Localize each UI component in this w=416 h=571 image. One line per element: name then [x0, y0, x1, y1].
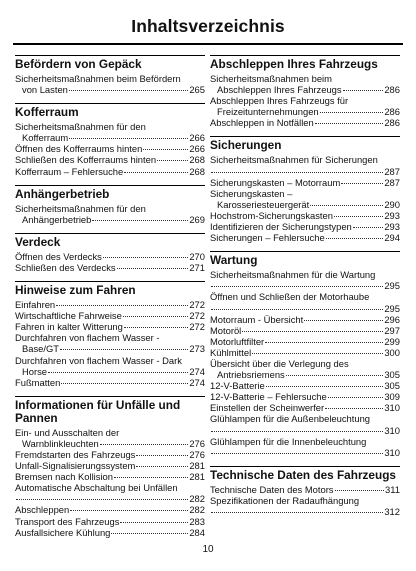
- entry-title: Fußmatten: [15, 376, 61, 388]
- leader-dots: [310, 205, 383, 206]
- entry-continuation: [210, 447, 400, 458]
- entry-title: Glühlampen für die Innenbeleuchtung: [210, 435, 367, 447]
- leader-dots: [48, 372, 188, 373]
- leader-dots: [266, 386, 384, 387]
- leader-dots: [286, 375, 384, 376]
- entry-page: 272: [189, 310, 205, 322]
- toc-section-verdeck: [15, 233, 205, 273]
- toc-entry[interactable]: [210, 358, 400, 380]
- entry-page: 295: [384, 302, 400, 314]
- entry-page: 300: [384, 346, 400, 358]
- entry-page: 294: [384, 232, 400, 244]
- toc-entry[interactable]: [15, 121, 205, 143]
- entry-title: Sicherheitsmaßnahmen beim: [210, 73, 332, 84]
- leader-dots: [334, 216, 383, 217]
- toc-section-sicherungen: [210, 136, 400, 243]
- entry-title: Transport des Fahrzeugs: [15, 515, 120, 527]
- section-title: Technische Daten des Fahrzeugs: [210, 467, 396, 482]
- entry-title: Durchfahren von flachem Wasser -: [15, 332, 160, 344]
- entry-page: 311: [385, 483, 400, 495]
- toc-entry[interactable]: [210, 291, 400, 313]
- entry-page: 272: [189, 321, 205, 333]
- toc-entry[interactable]: [15, 332, 205, 354]
- leader-dots: [61, 383, 188, 384]
- entry-page: 296: [384, 313, 400, 325]
- toc-entry[interactable]: [15, 427, 205, 449]
- leader-dots: [114, 477, 188, 478]
- entry-page: 269: [189, 213, 205, 225]
- leader-dots: [136, 466, 188, 467]
- toc-entry[interactable]: [210, 347, 400, 358]
- toc-entry[interactable]: [15, 527, 205, 538]
- entry-continuation: [210, 199, 400, 210]
- entry-title: 12-V-Batterie – Fehlersuche: [210, 391, 327, 403]
- entry-title: Sicherheitsmaßnahmen beim Befördern: [15, 73, 181, 84]
- toc-entry[interactable]: [15, 355, 205, 377]
- section-rule: [210, 466, 400, 467]
- entry-continuation: [15, 84, 205, 95]
- section-title: Abschleppen Ihres Fahrzeugs: [210, 57, 378, 71]
- page-number: 10: [202, 544, 214, 555]
- entry-page: 305: [384, 380, 400, 392]
- entry-page: 290: [384, 198, 400, 210]
- entry-title: Durchfahren von flachem Wasser - Dark: [15, 354, 182, 366]
- entry-page: 271: [189, 261, 205, 273]
- page-title: Inhaltsverzeichnis: [131, 16, 285, 36]
- leader-dots: [124, 327, 188, 328]
- section-title: Anhängerbetrieb: [15, 186, 110, 201]
- entry-page: 293: [384, 221, 400, 233]
- entry-title: Einfahren: [15, 299, 56, 311]
- entry-title: Sicherungskasten – Motorraum: [210, 176, 341, 188]
- entry-title-cont: Karosseriesteuergerät: [217, 198, 310, 210]
- entry-title: Übersicht über die Verlegung des: [210, 357, 349, 369]
- toc-entry[interactable]: [15, 460, 205, 471]
- toc-section-befördern-von-gepäck: [15, 55, 205, 95]
- toc-entry[interactable]: [15, 262, 205, 273]
- entry-title-cont: Horse: [22, 365, 48, 377]
- entry-page: 273: [189, 343, 205, 355]
- leader-dots: [124, 172, 188, 173]
- entry-page: 286: [384, 106, 400, 118]
- toc-entry[interactable]: [15, 516, 205, 527]
- entry-title: Hochstrom-Sicherungskasten: [210, 209, 333, 221]
- toc-entry[interactable]: [15, 321, 205, 332]
- leader-dots: [143, 149, 188, 150]
- leader-dots: [211, 431, 383, 432]
- entry-title: Ausfallsichere Kühlung: [15, 526, 111, 538]
- entry-page: 309: [384, 391, 400, 403]
- toc-entry[interactable]: [210, 484, 400, 495]
- section-title: Sicherungen: [210, 138, 282, 153]
- leader-dots: [304, 320, 383, 321]
- section-rule: [15, 281, 205, 282]
- leader-dots: [211, 453, 383, 454]
- toc-entry[interactable]: [15, 310, 205, 321]
- entry-title: Schließen des Kofferraums hinten: [15, 154, 157, 166]
- leader-dots: [242, 331, 383, 332]
- entry-title: Unfall-Signalisierungssystem: [15, 460, 136, 472]
- entry-title: 12-V-Batterie: [210, 380, 265, 392]
- title-rule: [13, 43, 403, 45]
- entry-title: Abschleppen: [15, 504, 70, 516]
- entry-title-cont: Base/GT: [22, 343, 59, 355]
- entry-continuation: [15, 132, 205, 143]
- toc-entry[interactable]: [210, 232, 400, 243]
- leader-dots: [100, 444, 189, 445]
- section-rule: [210, 251, 400, 252]
- toc-entry[interactable]: [210, 95, 400, 117]
- toc-entry[interactable]: [210, 325, 400, 336]
- entry-page: 274: [189, 365, 205, 377]
- entry-continuation: [15, 493, 205, 504]
- entry-title: Sicherheitsmaßnahmen für den: [15, 202, 146, 214]
- entry-title: Abschleppen in Notfällen: [210, 117, 314, 129]
- entry-title: Sicherungen – Fehlersuche: [210, 232, 325, 244]
- entry-title: Sicherheitsmaßnahmen für Sicherungen: [210, 154, 378, 166]
- entry-title: Glühlampen für die Außenbeleuchtung: [210, 413, 371, 425]
- leader-dots: [70, 510, 188, 511]
- entry-page: 284: [189, 526, 205, 538]
- entry-page: 310: [384, 446, 400, 458]
- entry-page: 265: [189, 84, 205, 96]
- entry-continuation: [210, 369, 400, 380]
- leader-dots: [320, 112, 384, 113]
- entry-continuation: [210, 506, 400, 517]
- entry-title-cont: Kofferraum: [22, 132, 69, 144]
- leader-dots: [60, 349, 188, 350]
- entry-page: 272: [189, 299, 205, 311]
- entry-page: 266: [189, 143, 205, 155]
- entry-page: 287: [384, 176, 400, 188]
- entry-page: 295: [384, 280, 400, 292]
- entry-title: Sicherheitsmaßnahmen für den: [15, 121, 146, 133]
- leader-dots: [353, 227, 384, 228]
- entry-page: 266: [189, 132, 205, 144]
- entry-continuation: [210, 166, 400, 177]
- entry-continuation: [15, 343, 205, 354]
- entry-title: Identifizieren der Sicherungstypen: [210, 221, 352, 233]
- leader-dots: [211, 512, 383, 513]
- leader-dots: [265, 342, 383, 343]
- toc-entry[interactable]: [15, 482, 205, 504]
- entry-title: Öffnen des Kofferraums hinten: [15, 143, 143, 155]
- section-rule: [15, 396, 205, 397]
- toc-entry[interactable]: [210, 402, 400, 413]
- entry-continuation: [15, 366, 205, 377]
- entry-title-cont: Abschleppen Ihres Fahrzeugs: [217, 84, 342, 96]
- entry-title: Bremsen nach Kollision: [15, 471, 113, 483]
- entry-page: 297: [384, 324, 400, 336]
- entry-title: Sicherungskasten –: [210, 187, 293, 199]
- leader-dots: [16, 499, 188, 500]
- leader-dots: [117, 268, 189, 269]
- entry-title-cont: Anhängerbetrieb: [22, 213, 92, 225]
- leader-dots: [325, 408, 383, 409]
- toc-entry[interactable]: [15, 166, 205, 177]
- toc-entry[interactable]: [15, 504, 205, 515]
- entry-title: Technische Daten des Motors: [210, 483, 334, 495]
- entry-page: 312: [384, 506, 400, 517]
- entry-title-cont: Warnblinkleuchten: [22, 437, 99, 449]
- leader-dots: [157, 160, 188, 161]
- toc-section-anhängerbetrieb: [15, 185, 205, 225]
- leader-dots: [120, 522, 188, 523]
- toc-entry[interactable]: [210, 188, 400, 210]
- entry-page: 299: [384, 335, 400, 347]
- entry-title: Öffnen des Verdecks: [15, 250, 102, 262]
- toc-entry[interactable]: [210, 221, 400, 232]
- toc-entry[interactable]: [210, 73, 400, 95]
- leader-dots: [123, 316, 189, 317]
- leader-dots: [341, 183, 383, 184]
- entry-page: 282: [189, 504, 205, 516]
- entry-page: 283: [189, 515, 205, 527]
- section-rule: [15, 55, 205, 56]
- leader-dots: [211, 286, 383, 287]
- toc-entry[interactable]: [210, 391, 400, 402]
- entry-title: Ein- und Ausschalten der: [15, 426, 120, 438]
- leader-dots: [92, 220, 188, 221]
- toc-entry[interactable]: [210, 210, 400, 221]
- entry-page: 310: [384, 402, 400, 414]
- leader-dots: [343, 90, 384, 91]
- section-title: Befördern von Gepäck: [15, 57, 142, 71]
- toc-entry[interactable]: [15, 203, 205, 225]
- entry-page: 287: [384, 165, 400, 177]
- entry-page: 310: [384, 424, 400, 436]
- entry-title: Motoröl: [210, 324, 242, 336]
- toc-entry[interactable]: [15, 449, 205, 460]
- entry-page: 282: [189, 493, 205, 505]
- entry-page: 293: [384, 209, 400, 221]
- leader-dots: [211, 172, 383, 173]
- toc-entry[interactable]: [15, 471, 205, 482]
- entry-title: Öffnen und Schließen der Motorhaube: [210, 291, 370, 303]
- entry-title: Kofferraum – Fehlersuche: [15, 165, 124, 177]
- entry-continuation: [15, 438, 205, 449]
- leader-dots: [315, 123, 384, 124]
- entry-page: 274: [189, 376, 205, 388]
- toc-entry[interactable]: [210, 269, 400, 291]
- entry-title: Wirtschaftliche Fahrweise: [15, 310, 122, 322]
- entry-page: 286: [384, 84, 400, 96]
- section-rule: [15, 185, 205, 186]
- section-title: Kofferraum: [15, 105, 79, 120]
- leader-dots: [136, 455, 188, 456]
- toc-entry[interactable]: [15, 299, 205, 310]
- entry-title: Automatische Abschaltung bei Unfällen: [15, 482, 178, 494]
- toc-entry[interactable]: [210, 336, 400, 347]
- toc-section-abschleppen-ihres-fahrzeugs: [210, 55, 400, 128]
- entry-page: 281: [189, 471, 205, 483]
- toc-entry[interactable]: [210, 117, 400, 128]
- toc-entry[interactable]: [210, 177, 400, 188]
- entry-title: Schließen des Verdecks: [15, 261, 116, 273]
- entry-title: Einstellen der Scheinwerfer: [210, 402, 325, 414]
- leader-dots: [69, 90, 188, 91]
- entry-title: Spezifikationen der Radaufhängung: [210, 494, 360, 506]
- entry-page: 276: [189, 437, 205, 449]
- leader-dots: [56, 305, 188, 306]
- entry-page: 281: [189, 460, 205, 472]
- entry-page: 268: [189, 165, 205, 177]
- leader-dots: [111, 533, 188, 534]
- toc-entry[interactable]: [15, 377, 205, 388]
- entry-page: 286: [384, 117, 400, 129]
- entry-page: 305: [384, 369, 400, 381]
- toc-section-hinweise-zum-fahren: [15, 281, 205, 388]
- leader-dots: [328, 397, 384, 398]
- section-rule: [15, 103, 205, 104]
- section-title: Wartung: [210, 253, 258, 268]
- entry-page: 276: [189, 448, 205, 460]
- leader-dots: [252, 353, 383, 354]
- entry-title: Kühlmittel: [210, 346, 252, 358]
- entry-title-cont: Antriebsriemens: [217, 369, 285, 381]
- entry-title: Motorraum - Übersicht: [210, 313, 304, 325]
- entry-title-cont: von Lasten: [22, 84, 68, 96]
- entry-continuation: [210, 84, 400, 95]
- toc-section-kofferraum: [15, 103, 205, 176]
- toc-entry[interactable]: [210, 380, 400, 391]
- toc-section-informationen-für-unfälle-und-pannen: [15, 396, 205, 538]
- toc-entry[interactable]: [210, 413, 400, 435]
- leader-dots: [69, 138, 188, 139]
- toc-entry[interactable]: [210, 154, 400, 176]
- toc-entry[interactable]: [210, 436, 400, 458]
- leader-dots: [326, 238, 384, 239]
- leader-dots: [103, 257, 188, 258]
- right-column: [210, 55, 400, 525]
- toc-section-technische-daten-des-fahrzeugs: [210, 466, 400, 517]
- entry-title: Abschleppen Ihres Fahrzeugs für: [210, 95, 349, 107]
- entry-title: Sicherheitsmaßnahmen für die Wartung: [210, 269, 376, 281]
- toc-section-wartung: [210, 251, 400, 458]
- entry-title-cont: Freizeitunternehmungen: [217, 106, 319, 118]
- entry-continuation: [210, 106, 400, 117]
- toc-entry[interactable]: [15, 154, 205, 165]
- toc-entry[interactable]: [210, 314, 400, 325]
- left-column: [15, 55, 205, 546]
- entry-continuation: [210, 280, 400, 291]
- entry-page: 270: [189, 250, 205, 262]
- toc-entry[interactable]: [15, 73, 205, 95]
- toc-entry[interactable]: [15, 143, 205, 154]
- entry-continuation: [210, 303, 400, 314]
- section-title: Informationen für Unfälle und Pannen: [15, 397, 181, 425]
- section-rule: [15, 233, 205, 234]
- section-title: Verdeck: [15, 234, 61, 249]
- section-rule: [210, 55, 400, 56]
- section-rule: [210, 136, 400, 137]
- entry-title: Motorluftfilter: [210, 335, 265, 347]
- entry-page: 268: [189, 154, 205, 166]
- entry-continuation: [210, 425, 400, 436]
- entry-continuation: [15, 214, 205, 225]
- leader-dots: [211, 309, 383, 310]
- entry-title: Fahren in kalter Witterung: [15, 321, 123, 333]
- section-title: Hinweise zum Fahren: [15, 283, 136, 298]
- toc-entry[interactable]: [210, 495, 400, 517]
- leader-dots: [335, 490, 385, 491]
- entry-title: Fremdstarten des Fahrzeugs: [15, 448, 136, 460]
- toc-entry[interactable]: [15, 251, 205, 262]
